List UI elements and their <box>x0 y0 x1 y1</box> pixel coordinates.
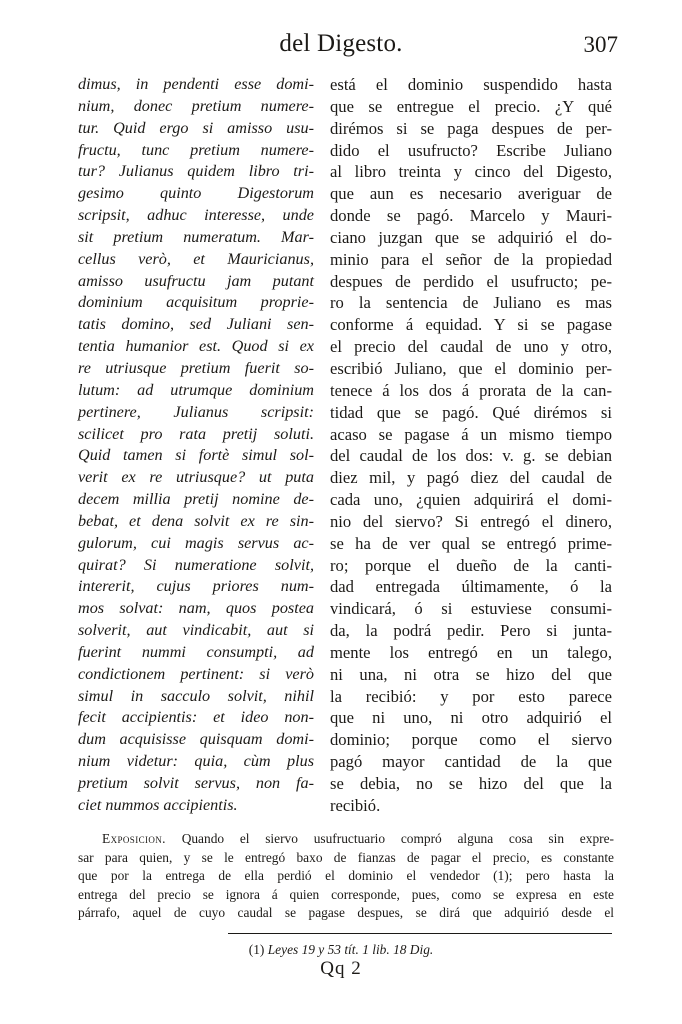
latin-line: intererit, cujus priores num- <box>78 577 314 596</box>
spanish-line: nio del siervo? Si entregó el dinero, <box>330 511 612 531</box>
latin-line: mos solvat: nam, quos postea <box>78 599 314 618</box>
latin-line: cellus verò, et Mauricianus, <box>78 249 314 268</box>
spanish-line: vindicará, ó si estuviese consumi- <box>330 599 612 619</box>
spanish-line: dido el usufructo? Escribe Juliano <box>330 140 612 160</box>
page-number: 307 <box>583 32 618 57</box>
spanish-line: mente los entregó en un talego, <box>330 642 612 662</box>
exposicion-line <box>78 830 614 849</box>
spanish-line: tenece á los dos á prorata de la can- <box>330 380 612 400</box>
latin-column <box>78 74 314 817</box>
spanish-line: ro; porque el dueño de la canti- <box>330 555 612 575</box>
spanish-line: diez mil, y pagó diez del caudal de <box>330 468 612 488</box>
spanish-line: pagó mayor cantidad de la que <box>330 752 612 772</box>
spanish-line: ciano juzgan que se adquirió el do- <box>330 227 612 247</box>
latin-line: fructu, tunc pretium numere- <box>78 140 314 159</box>
spanish-line: da, la podrá pedir. Pero si junta- <box>330 621 612 641</box>
spanish-line: que aun es necesario averiguar de <box>330 184 612 204</box>
latin-line: pretium solvit servus, non fa- <box>78 774 314 792</box>
latin-line: simul in sacculo solvit, nihil <box>78 686 314 705</box>
spanish-line: escribió Juliano, que el dominio per- <box>330 358 612 378</box>
latin-line: lutum: ad utrumque dominium <box>78 380 314 399</box>
spanish-line: minio para el señor de la propiedad <box>330 249 612 269</box>
spanish-line: cada uno, ¿quien adquirirá el domi- <box>330 490 612 510</box>
latin-line: solverit, aut vindicabit, aut si <box>78 621 314 640</box>
latin-line: re utriusque pretium fuerit so- <box>78 358 314 377</box>
exposicion-text: Quando el siervo usufructuario compró alguna cosa sin expre- <box>181 831 614 846</box>
latin-line: Quid tamen si fortè simul sol- <box>78 446 314 465</box>
spanish-line: dirémos si se paga despues de per- <box>330 118 612 138</box>
latin-line: gesimo quinto Digestorum <box>78 184 314 203</box>
footnote <box>0 942 682 958</box>
spanish-line: ro la sentencia de Juliano es mas <box>330 293 612 313</box>
spanish-line: donde se pagó. Marcelo y Mauri- <box>330 206 612 226</box>
spanish-line: el precio del caudal de uno y otro, <box>330 337 612 357</box>
footnote-marker: (1) <box>248 942 265 957</box>
latin-line: dominium acquisitum proprie- <box>78 293 314 312</box>
spanish-line: del caudal de los dos: v. g. se debian <box>330 446 612 466</box>
latin-line: fecit accipientis: et ideo non- <box>78 708 314 727</box>
spanish-line: la recibió: y por esto parece <box>330 686 612 706</box>
spanish-line: despues de perdido el usufructo; pe- <box>330 271 612 291</box>
spanish-line: acaso se pagase á un mismo tiempo <box>330 424 612 444</box>
spanish-line: dominio; porque como el siervo <box>330 730 612 750</box>
latin-line: condictionem pertinent: si verò <box>78 664 314 683</box>
latin-line: dimus, in pendenti esse domi- <box>78 75 314 93</box>
latin-line: nium, donec pretium numere- <box>78 96 314 115</box>
latin-line: tur. Quid ergo si amisso usu- <box>78 118 314 137</box>
latin-line: quirat? Si numeratione solvit, <box>78 555 314 574</box>
latin-line: fuerint nummi consumpti, ad <box>78 642 314 661</box>
spanish-line: ni una, ni otra se hizo del que <box>330 664 612 684</box>
latin-line: scripsit, adhuc interesse, unde <box>78 206 314 225</box>
exposicion-label: Exposicion. <box>102 831 166 846</box>
exposicion-line: entrega del precio se ignora á quien corresponde, pues, como se expresa en este <box>78 886 614 902</box>
latin-line: pertinere, Julianus scripsit: <box>78 402 314 421</box>
latin-line: sit pretium numeratum. Mar- <box>78 227 314 246</box>
spanish-line: que ni uno, ni otro adquirió el <box>330 708 612 728</box>
exposicion-line: párrafo, aquel de cuyo caudal se pagase despues, se dirá que adquirió desde el <box>78 905 614 920</box>
exposicion-paragraph <box>78 830 614 923</box>
spanish-line: tidad que se pagó. Qué dirémos si <box>330 402 612 422</box>
footnote-text: Leyes 19 y 53 tít. 1 lib. 18 Dig. <box>267 942 434 957</box>
spanish-line: conforme á equidad. Y si se pagase <box>330 315 612 335</box>
latin-line: decem millia pretij nomine de- <box>78 490 314 509</box>
latin-line: ciet nummos accipientis. <box>78 795 238 814</box>
latin-line: dum acquisisse quisquam domi- <box>78 730 314 749</box>
spanish-line: que se entregue el precio. ¿Y qué <box>330 96 612 116</box>
spanish-line: recibió. <box>330 795 381 815</box>
spanish-line: al libro treinta y cinco del Digesto, <box>330 162 612 182</box>
latin-line: gulorum, cui magis servus ac- <box>78 533 314 552</box>
latin-line: nium videtur: quia, cùm plus <box>78 752 314 771</box>
latin-line: scilicet pro rata pretij soluti. <box>78 424 314 443</box>
running-head: del Digesto. <box>279 30 403 57</box>
latin-line: tur? Julianus quidem libro tri- <box>78 162 314 181</box>
spanish-line: se debia, no se hizo del que la <box>330 774 612 793</box>
latin-line: tentia humanior est. Quod si ex <box>78 337 314 356</box>
spanish-line: se ha de ver qual se entregó prime- <box>330 533 612 553</box>
latin-line: bebat, et dena solvit ex re sin- <box>78 511 314 530</box>
latin-line: verit ex re utriusque? ut puta <box>78 468 314 487</box>
latin-line: amisso usufructu jam putant <box>78 271 314 290</box>
spanish-line: está el dominio suspendido hasta <box>330 75 612 94</box>
signature-mark: Qq 2 <box>320 958 362 979</box>
latin-line: tatis domino, sed Juliani sen- <box>78 315 314 334</box>
exposicion-line: sar para quien, y se le entregó baxo de fianzas de pagar el precio, es constante <box>78 849 614 865</box>
exposicion-line: que por la entrega de ella perdió el dominio el vendedor (1); pero hasta la <box>78 868 614 883</box>
footnote-rule <box>228 933 612 934</box>
spanish-column <box>330 74 612 817</box>
spanish-line: dad entregada últimamente, ó la <box>330 577 612 597</box>
